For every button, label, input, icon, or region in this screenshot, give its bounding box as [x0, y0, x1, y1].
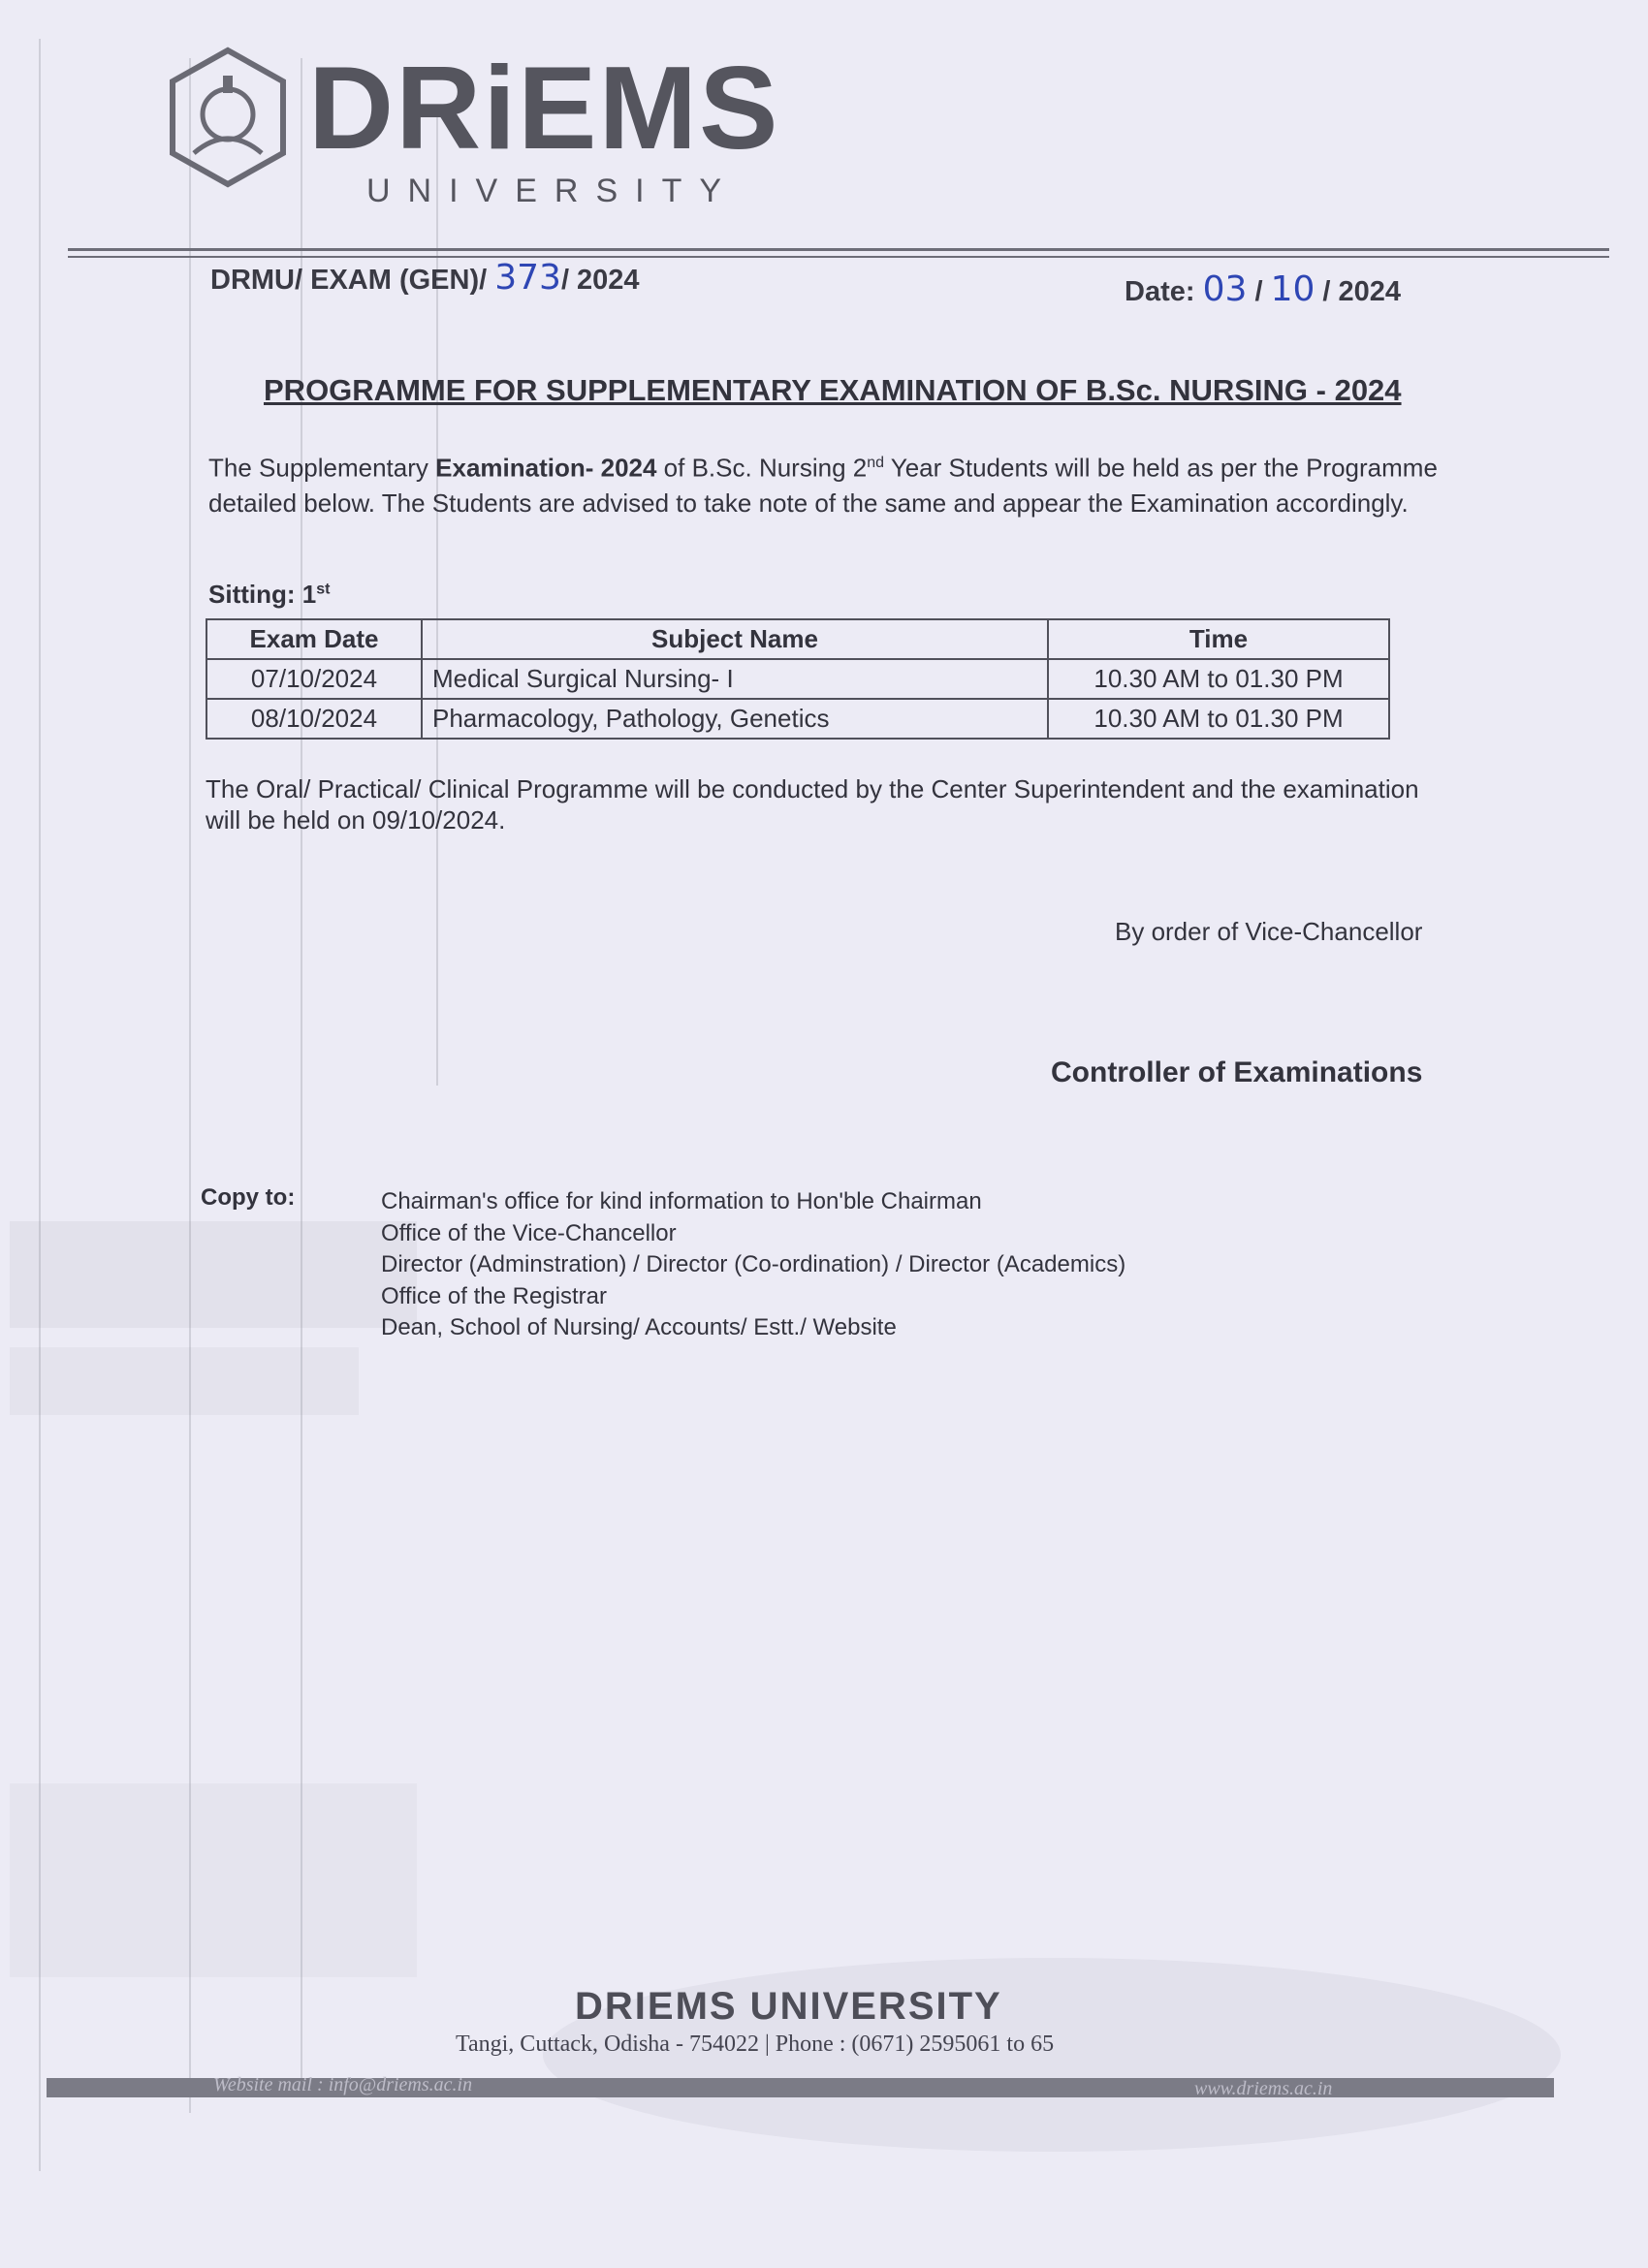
- letter-date: [1125, 269, 1401, 309]
- scan-streak: [10, 1221, 417, 1328]
- date-separator: /: [1247, 276, 1271, 307]
- university-logo-icon: [165, 47, 291, 192]
- column-header: Time: [1048, 619, 1389, 659]
- footer-university-name: DRIEMS UNIVERSITY: [575, 1985, 1002, 2028]
- intro-text: of B.Sc. Nursing 2: [656, 453, 868, 483]
- copy-to-label: Copy to:: [201, 1184, 296, 1211]
- scan-streak: [10, 1783, 417, 1977]
- table-header-row: [206, 619, 1389, 659]
- intro-superscript: nd: [867, 455, 885, 471]
- brand-subtitle: UNIVERSITY: [366, 173, 740, 209]
- header-rule: [68, 248, 1609, 251]
- subject-name-cell: Medical Surgical Nursing- I: [422, 659, 1048, 699]
- copy-to-list: [381, 1186, 1125, 1344]
- column-header: Subject Name: [422, 619, 1048, 659]
- table-row: [206, 659, 1389, 699]
- date-label: Date:: [1125, 276, 1203, 307]
- exam-date-cell: 07/10/2024: [206, 659, 422, 699]
- sitting-text: Sitting: 1: [208, 580, 317, 609]
- reference-prefix: DRMU/ EXAM (GEN)/: [210, 265, 495, 296]
- reference-number: [210, 258, 640, 298]
- intro-paragraph: [208, 446, 1449, 520]
- date-month: 10: [1270, 269, 1315, 309]
- footer-website: www.driems.ac.in: [1194, 2078, 1333, 2099]
- exam-date-cell: 08/10/2024: [206, 699, 422, 739]
- date-year: / 2024: [1315, 276, 1402, 307]
- by-order-line: By order of Vice-Chancellor: [1115, 917, 1423, 946]
- list-item: Office of the Vice-Chancellor: [381, 1219, 677, 1246]
- subject-name-cell: Pharmacology, Pathology, Genetics: [422, 699, 1048, 739]
- brand-name: DRiEMS: [308, 42, 780, 173]
- intro-text: The Supplementary: [208, 453, 436, 483]
- signatory-designation: Controller of Examinations: [1051, 1056, 1423, 1088]
- list-item: Chairman's office for kind information to Hon'ble Chairman: [381, 1188, 982, 1214]
- sitting-superscript: st: [316, 581, 331, 598]
- intro-bold-text: Examination- 2024: [435, 453, 657, 483]
- table-row: [206, 699, 1389, 739]
- list-item: Office of the Registrar: [381, 1282, 607, 1309]
- exam-time-cell: 10.30 AM to 01.30 PM: [1048, 659, 1389, 699]
- reference-suffix: / 2024: [560, 265, 640, 296]
- sitting-label: [208, 580, 330, 610]
- footer-address: Tangi, Cuttack, Odisha - 754022 | Phone : (0671) 2595061 to 65: [456, 2032, 1055, 2057]
- exam-schedule-table: [206, 618, 1390, 740]
- intro-text: Year Students will be held as per the Programme detailed below. The Students are advised to take note of the same and appear the Examination accordingly.: [208, 453, 1438, 518]
- scan-streak: [10, 1347, 359, 1415]
- practical-exam-note: The Oral/ Practical/ Clinical Programme will be conducted by the Center Superintendent and the examination will be held on 09/10/2024.: [206, 774, 1419, 835]
- document-title: PROGRAMME FOR SUPPLEMENTARY EXAMINATION OF B.Sc. NURSING - 2024: [264, 373, 1402, 407]
- column-header: Exam Date: [206, 619, 422, 659]
- reference-handwritten-number: 373: [494, 258, 561, 298]
- list-item: Dean, School of Nursing/ Accounts/ Estt./ Website: [381, 1314, 897, 1340]
- date-day: 03: [1202, 269, 1248, 309]
- list-item: Director (Adminstration) / Director (Co-ordination) / Director (Academics): [381, 1251, 1126, 1277]
- exam-time-cell: 10.30 AM to 01.30 PM: [1048, 699, 1389, 739]
- footer-email: Website mail : info@driems.ac.in: [213, 2074, 473, 2095]
